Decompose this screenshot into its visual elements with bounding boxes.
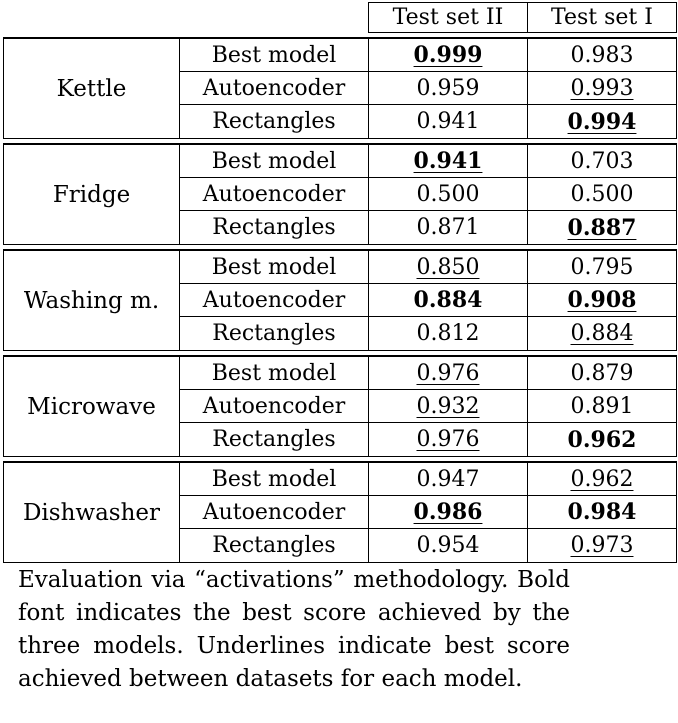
model-name: Rectangles bbox=[180, 317, 369, 350]
score-test1: 0.879 bbox=[528, 357, 676, 390]
model-name: Best model bbox=[180, 357, 369, 390]
score-test2: 0.976 bbox=[369, 423, 528, 456]
score-test2: 0.976 bbox=[369, 357, 528, 390]
score-test1: 0.887 bbox=[567, 214, 637, 241]
model-name: Rectangles bbox=[180, 211, 369, 244]
group-name: Kettle bbox=[4, 39, 180, 138]
score-test1: 0.962 bbox=[528, 463, 676, 496]
score-test1: 0.973 bbox=[570, 533, 634, 558]
score-test2: 0.932 bbox=[369, 390, 528, 423]
score-test2: 0.941 bbox=[369, 105, 528, 138]
score-test2: 0.812 bbox=[369, 317, 528, 350]
score-test2: 0.999 bbox=[369, 39, 528, 72]
header-test-set-1: Test set I bbox=[527, 2, 677, 33]
header-blank bbox=[3, 2, 368, 33]
score-test2: 0.941 bbox=[369, 145, 528, 178]
model-name: Best model bbox=[180, 145, 369, 178]
score-test1: 0.983 bbox=[528, 39, 676, 72]
model-name: Autoencoder bbox=[180, 72, 369, 105]
score-test2: 0.954 bbox=[369, 529, 528, 562]
score-test1: 0.703 bbox=[528, 145, 676, 178]
score-test1: 0.908 bbox=[528, 284, 676, 317]
model-name: Rectangles bbox=[180, 529, 369, 562]
table-caption: Evaluation via “activations” methodology. Bold font indicates the best score achieved by the three models. Underlines indicate best score achieved between datasets for each model. bbox=[18, 567, 570, 692]
score-test2: 0.947 bbox=[369, 463, 528, 496]
header-test-set-2: Test set II bbox=[368, 2, 527, 33]
score-test1: 0.984 bbox=[528, 496, 676, 529]
score-test2: 0.850 bbox=[369, 251, 528, 284]
table-header-row bbox=[3, 2, 677, 33]
score-test1: 0.993 bbox=[528, 72, 676, 105]
model-name: Autoencoder bbox=[180, 390, 369, 423]
group-microwave bbox=[3, 355, 677, 457]
model-name: Rectangles bbox=[180, 105, 369, 138]
results-table bbox=[3, 2, 677, 563]
group-name: Fridge bbox=[4, 145, 180, 244]
score-test2: 0.959 bbox=[369, 72, 528, 105]
score-test1: 0.891 bbox=[528, 390, 676, 423]
score-test1: 0.884 bbox=[570, 321, 634, 346]
group-fridge bbox=[3, 143, 677, 245]
group-kettle bbox=[3, 37, 677, 139]
score-test1: 0.994 bbox=[567, 108, 637, 135]
model-name: Best model bbox=[180, 251, 369, 284]
score-test1: 0.500 bbox=[528, 178, 676, 211]
model-name: Autoencoder bbox=[180, 496, 369, 529]
group-name: Dishwasher bbox=[4, 463, 180, 562]
model-name: Autoencoder bbox=[180, 178, 369, 211]
model-name: Autoencoder bbox=[180, 284, 369, 317]
score-test1: 0.795 bbox=[528, 251, 676, 284]
group-name: Washing m. bbox=[4, 251, 180, 350]
model-name: Rectangles bbox=[180, 423, 369, 456]
score-test2: 0.871 bbox=[369, 211, 528, 244]
group-name: Microwave bbox=[4, 357, 180, 456]
score-test2: 0.884 bbox=[369, 284, 528, 317]
score-test2: 0.986 bbox=[369, 496, 528, 529]
model-name: Best model bbox=[180, 39, 369, 72]
model-name: Best model bbox=[180, 463, 369, 496]
score-test2: 0.500 bbox=[369, 178, 528, 211]
score-test1: 0.962 bbox=[567, 426, 637, 453]
group-dishwasher bbox=[3, 461, 677, 563]
group-washing-machine bbox=[3, 249, 677, 351]
